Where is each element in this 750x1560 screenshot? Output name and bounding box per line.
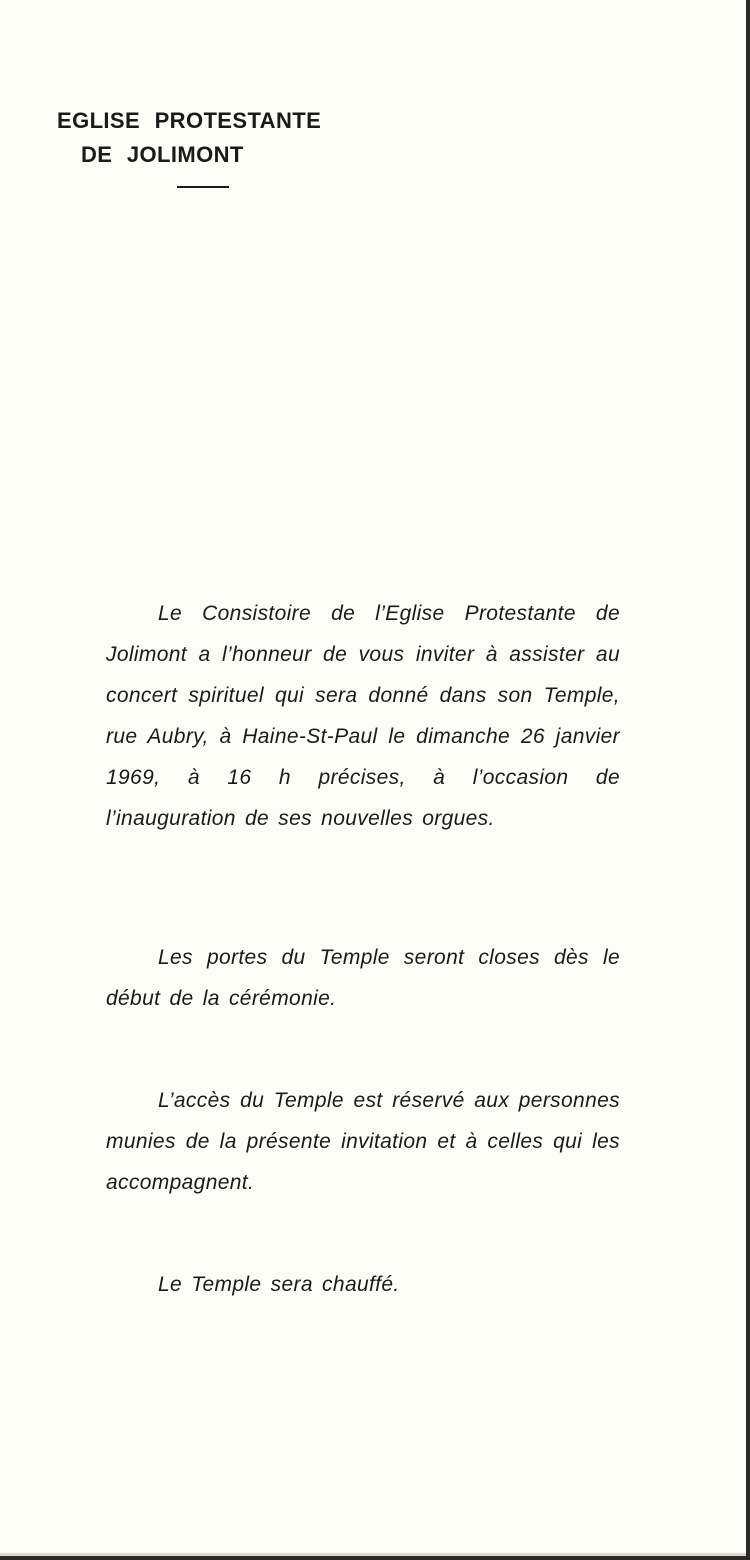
heating-notice-paragraph	[106, 1264, 620, 1305]
card-bottom-edge	[0, 1553, 746, 1556]
header-line-1: EGLISE PROTESTANTE	[57, 108, 322, 133]
header-divider	[177, 186, 229, 188]
header-line-2: DE JOLIMONT	[81, 142, 244, 167]
access-notice-text: L’accès du Temple est réservé aux personnes munies de la présente invitation et à celles qui les accompagnent.	[106, 1089, 620, 1194]
invitation-paragraph	[106, 593, 620, 839]
access-notice-paragraph	[106, 1080, 620, 1203]
doors-notice-text: Les portes du Temple seront closes dès le début de la cérémonie.	[106, 946, 620, 1010]
heating-notice-text: Le Temple sera chauffé.	[158, 1273, 400, 1296]
doors-notice-paragraph	[106, 937, 620, 1019]
invitation-text: Le Consistoire de l’Eglise Protestante de Jolimont a l’honneur de vous inviter à assister au concert spirituel qui sera donné dans son Temple, rue Aubry, à Haine-St-Paul le dimanche 26 janvier 1969, à 16 h précises, à l’occasion de l’inauguration de ses nouvelles orgues.	[106, 602, 620, 830]
